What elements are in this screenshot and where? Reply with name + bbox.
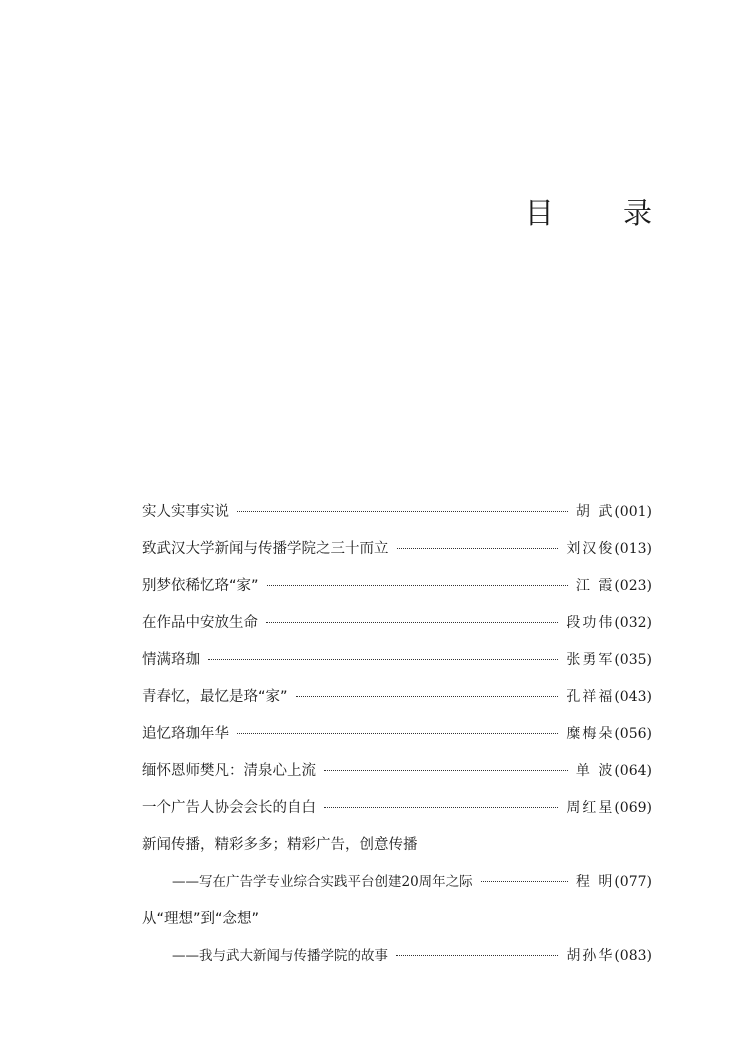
toc-entry[interactable]: [142, 645, 652, 682]
dot-leader: [324, 807, 558, 808]
toc-entry-subtitle-row[interactable]: [142, 867, 652, 904]
toc-entry-author: [566, 682, 652, 712]
dot-leader: [396, 955, 558, 956]
toc-entry-author: [566, 608, 652, 638]
toc-entry-title: 一个广告人协会会长的自白: [142, 800, 316, 816]
toc-entry-author: [576, 497, 652, 527]
page-title: 目 录: [524, 196, 682, 231]
toc-entry[interactable]: [142, 534, 652, 571]
toc-entry-title: 从“理想”到“念想”: [142, 911, 260, 927]
page-number: (013): [614, 541, 652, 557]
toc-entry-author: [566, 793, 652, 823]
page-number: (001): [614, 504, 652, 520]
page-number: (035): [614, 652, 652, 668]
toc-entry[interactable]: [142, 719, 652, 756]
author-name: 段功伟: [566, 615, 615, 631]
author-name: 程 明: [575, 874, 615, 890]
dot-leader: [481, 881, 568, 882]
page-number: (023): [614, 578, 652, 594]
toc-entry-title: 致武汉大学新闻与传播学院之三十而立: [142, 541, 389, 557]
author-name: 孔祥福: [566, 689, 615, 705]
author-name: 胡 武: [575, 504, 615, 520]
toc-entry-title: 在作品中安放生命: [142, 615, 258, 631]
toc-entry[interactable]: [142, 904, 652, 941]
toc-entry-title: 缅怀恩师樊凡：清泉心上流: [142, 763, 316, 779]
toc-entry[interactable]: [142, 608, 652, 645]
author-name: 张勇军: [566, 652, 615, 668]
dot-leader: [237, 511, 568, 512]
page-number: (069): [614, 800, 652, 816]
toc-entry[interactable]: [142, 571, 652, 608]
toc-entry[interactable]: [142, 682, 652, 719]
toc-entry-subtitle: ——我与武大新闻与传播学院的故事: [172, 948, 388, 964]
page-number: (043): [614, 689, 652, 705]
table-of-contents: [142, 497, 652, 978]
toc-entry-author: [566, 941, 652, 971]
author-name: 胡孙华: [566, 948, 615, 964]
dot-leader: [266, 622, 558, 623]
author-name: 刘汉俊: [566, 541, 615, 557]
dot-leader: [324, 770, 568, 771]
dot-leader: [267, 585, 568, 586]
toc-entry-author: [566, 719, 652, 749]
dot-leader: [208, 659, 558, 660]
toc-entry-author: [576, 756, 652, 786]
toc-entry-author: [576, 571, 652, 601]
toc-entry-subtitle: ——写在广告学专业综合实践平台创建20周年之际: [172, 874, 473, 890]
author-name: 周红星: [566, 800, 615, 816]
toc-entry-title: 别梦依稀忆珞“家”: [142, 578, 259, 594]
toc-entry-title: 青春忆，最忆是珞“家”: [142, 689, 288, 705]
toc-entry-author: [566, 534, 652, 564]
dot-leader: [237, 733, 558, 734]
toc-entry-author: [576, 867, 652, 897]
page-number: (064): [614, 763, 652, 779]
dot-leader: [397, 548, 559, 549]
author-name: 江 霞: [575, 578, 615, 594]
page-number: (083): [614, 948, 652, 964]
author-name: 糜梅朵: [566, 726, 615, 742]
dot-leader: [296, 696, 559, 697]
toc-entry-title: 追忆珞珈年华: [142, 726, 229, 742]
toc-entry[interactable]: [142, 756, 652, 793]
toc-entry-author: [566, 645, 652, 675]
toc-entry[interactable]: [142, 497, 652, 534]
author-name: 单 波: [575, 763, 615, 779]
toc-entry[interactable]: [142, 793, 652, 830]
page-number: (032): [614, 615, 652, 631]
toc-entry-title: 情满珞珈: [142, 652, 200, 668]
toc-entry-title: 新闻传播，精彩多多；精彩广告，创意传播: [142, 837, 418, 853]
page-number: (077): [614, 874, 652, 890]
toc-entry-subtitle-row[interactable]: [142, 941, 652, 978]
toc-entry[interactable]: [142, 830, 652, 867]
toc-entry-title: 实人实事实说: [142, 504, 229, 520]
page-number: (056): [614, 726, 652, 742]
